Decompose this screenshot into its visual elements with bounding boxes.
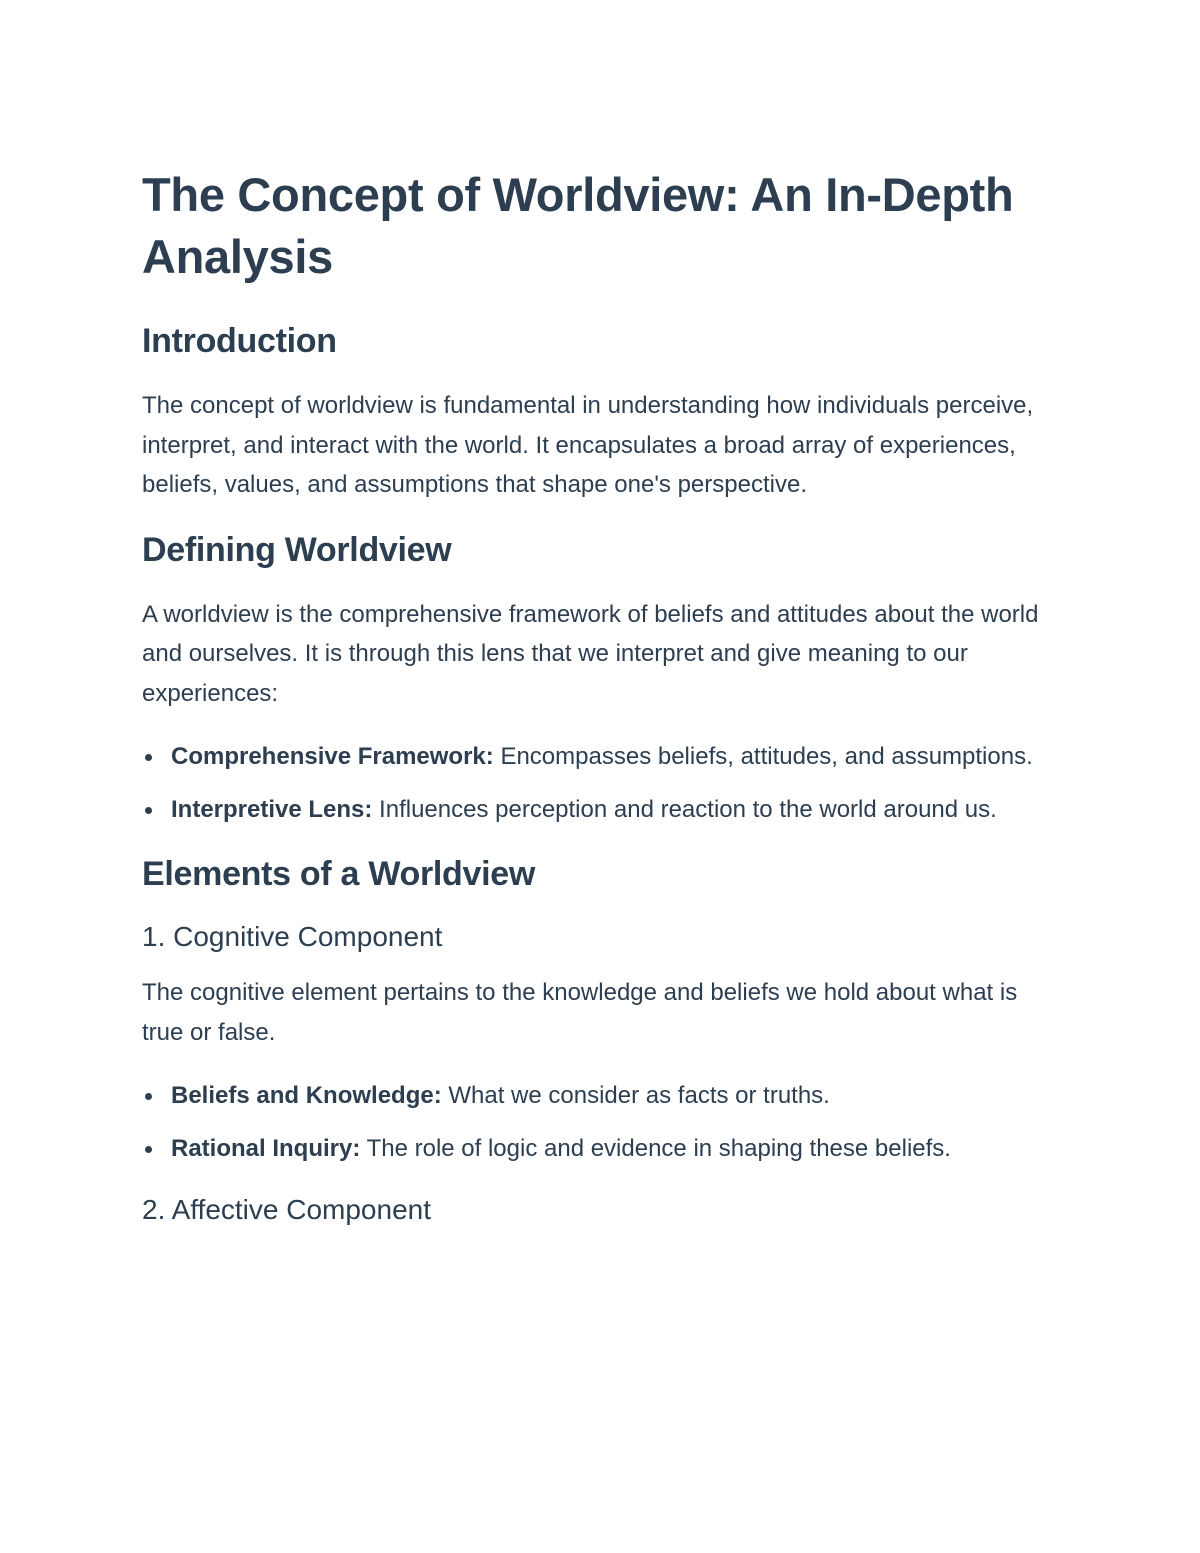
document-title: The Concept of Worldview: An In-Depth Analysis [142, 168, 1014, 283]
list-item-term: Beliefs and Knowledge: [171, 1082, 442, 1109]
section-heading-defining-worldview: Defining Worldview [142, 530, 452, 569]
list-item-text: Encompasses beliefs, attitudes, and assumptions. [493, 743, 1033, 770]
defining-paragraph: A worldview is the comprehensive framework of beliefs and attitudes about the world and ourselves. It is through this lens that we interpret and give meaning to our experiences: [142, 600, 1039, 707]
subheading-cognitive-component: 1. Cognitive Component [142, 921, 443, 952]
list-item [142, 790, 1060, 830]
section-heading-elements: Elements of a Worldview [142, 855, 536, 893]
list-item [142, 1076, 1060, 1116]
list-item-text: The role of logic and evidence in shaping these beliefs. [360, 1134, 951, 1162]
list-item [142, 1129, 1060, 1169]
section-heading-introduction: Introduction [142, 322, 337, 360]
list-item-text: What we consider as facts or truths. [441, 1082, 830, 1109]
defining-list [142, 737, 1060, 829]
introduction-paragraph: The concept of worldview is fundamental in understanding how individuals perceive, interpret, and interact with the world. It encapsulates a broad array of experiences, beliefs, values, and assumptions that shape one's perspective. [142, 392, 1034, 498]
list-item [142, 737, 1060, 777]
cognitive-list [142, 1076, 1060, 1168]
list-item-term: Comprehensive Framework: [171, 743, 494, 770]
list-item-term: Rational Inquiry: [171, 1134, 361, 1162]
subheading-affective-component: 2. Affective Component [142, 1194, 431, 1225]
list-item-text: Influences perception and reaction to the world around us. [372, 795, 997, 823]
cognitive-paragraph: The cognitive element pertains to the knowledge and beliefs we hold about what is true or false. [142, 979, 1018, 1046]
list-item-term: Interpretive Lens: [171, 795, 373, 823]
